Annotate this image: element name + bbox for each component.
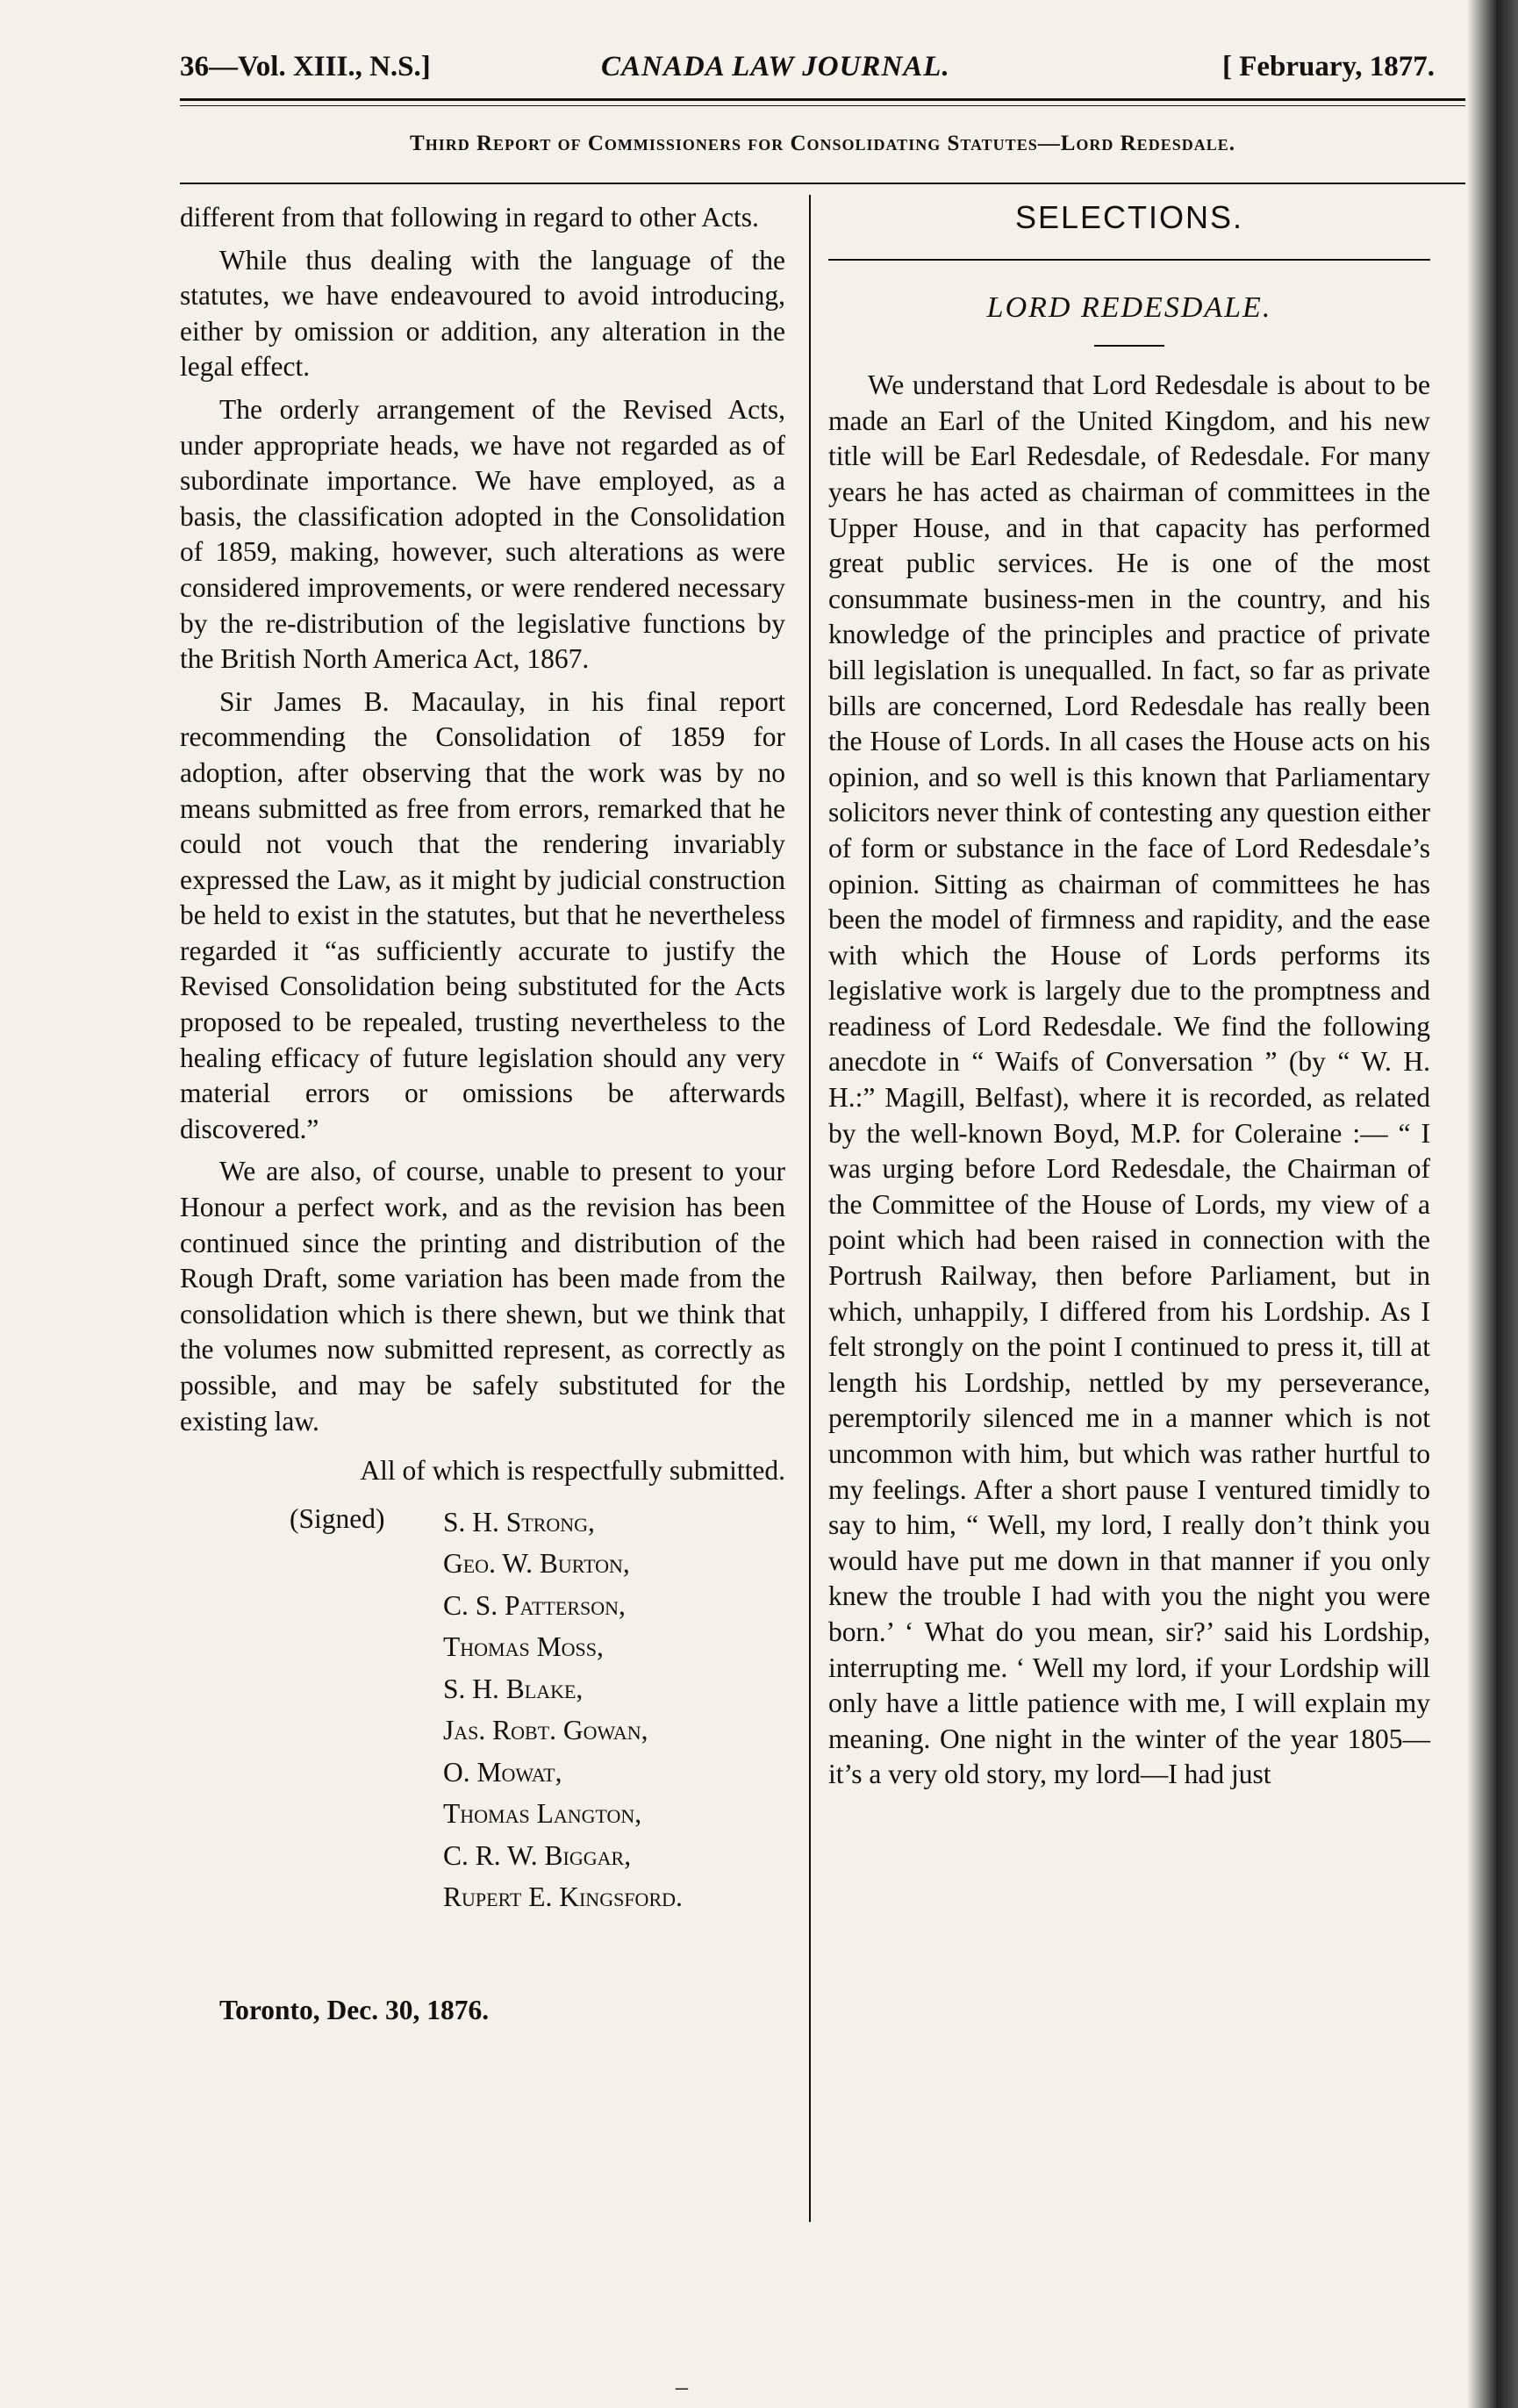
signatory: C. S. Patterson, xyxy=(443,1589,626,1621)
selections-rule xyxy=(828,259,1430,261)
signatory: Geo. W. Burton, xyxy=(443,1548,630,1580)
selections-heading: SELECTIONS. xyxy=(1014,199,1244,235)
left-paragraph: The orderly arrangement of the Revised Acts, under appropriate heads, we have not regarded as of subordinate importance. We have employed, as a basis, the classification adopted in the Consolidation of 1859, making, however, such alterations as were considered improvements, or were rendered necessary by the re-distribution of the legislative functions by the British North America Act, 1867. xyxy=(180,393,785,675)
signatory: O. Mowat, xyxy=(443,1756,562,1788)
journal-title: CANADA LAW JOURNAL. xyxy=(601,51,950,82)
left-paragraph: Sir James B. Macaulay, in his final report recommending the Consolidation of 1859 for adoption, after observing that the work was by no means submitted as free from errors, remarked that he could not vouch that the rendering invariably expressed the Law, as it might by judicial construction be held to exist in the statutes, but that he nevertheless regarded it “as sufficiently accurate to justify the Revised Consolidation being substituted for the Acts proposed to be repealed, trusting nevertheless to the healing efficacy of future legislation should any very material errors or omissions be afterwards discovered.” xyxy=(180,685,785,1144)
signatory: Jas. Robt. Gowan, xyxy=(443,1715,648,1746)
issue-date: [ February, 1877. xyxy=(1222,51,1435,82)
article-title: LORD REDESDALE. xyxy=(986,290,1272,324)
left-paragraph: different from that following in regard to other Acts. xyxy=(180,202,759,233)
header-rule-thin xyxy=(180,105,1465,106)
right-paragraph: We understand that Lord Redesdale is about to be made an Earl of the United Kingdom, and his new title will be Earl Redesdale, of Redesdale. For many years he has acted as chairman of committees in the Upper House, and in that capacity has performed great public services. He is one of the most consummate business-men in the country, and his knowledge of the principles and practice of private bill legislation is unequalled. In fact, so far as private bills are concerned, Lord Redesdale has really been the House of Lords. In all cases the House acts on his opinion, and so well is this known that Parliamentary solicitors never think of contesting any question either of form or substance in the face of Lord Redesdale’s opinion. Sitting as chairman of committees he has been the model of firmness and rapidity, and the ease with which the House of Lords performs its legislative work is largely due to the promptness and readiness of Lord Redesdale. We find the following anecdote in “ Waifs of Conversation ” (by “ W. H. H.:” Magill, Belfast), where it is recorded, as related by the well-known Boyd, M.P. for Coleraine :— “ I was urging before Lord Redesdale, the Chairman of the Committee of the House of Lords, my view of a point which had been raised in connection with the Portrush Railway, then before Parliament, but in which, unhappily, I differed from his Lordship. As I felt strongly on the point I continued to press it, till at length his Lordship, nettled by my perseverance, peremptorily silenced me in a manner which is not uncommon with him, but which was rather hurtful to my feelings. After a short pause I ventured timidly to say to him, “ Well, my lord, I really don’t think you would have put me down in that manner if you only knew the trouble I had with you the night you were born.’ ‘ What do you mean, sir?’ said his Lordship, interrupting me. ‘ Well my lord, if your Lordship will only have a little patience with me, I will explain my meaning. One night in the winter of the year 1805— it’s a very old story, my lord—I had just xyxy=(828,369,1430,1790)
signatory: S. H. Blake, xyxy=(443,1673,584,1704)
submitted-line: All of which is respectfully submitted. xyxy=(360,1455,785,1487)
signatory-list xyxy=(443,1501,683,1918)
signatory: Rupert E. Kingsford. xyxy=(443,1881,683,1913)
left-paragraph: We are also, of course, unable to present to your Honour a perfect work, and as the revision has been continued since the printing and distribution of the Rough Draft, some variation has been made from the consolidation which is there shewn, but we think that the volumes now submitted represent, as correctly as possible, and may be safely substituted for the existing law. xyxy=(180,1156,785,1437)
right-column xyxy=(828,200,1430,1800)
signatory: Thomas Moss, xyxy=(443,1631,604,1663)
section-subheader: Third Report of Commissioners for Consolidating Statutes—Lord Redesdale. xyxy=(410,132,1235,155)
signatory: S. H. Strong, xyxy=(443,1506,595,1537)
running-header xyxy=(180,51,1435,95)
left-paragraph: While thus dealing with the language of the statutes, we have endeavoured to avoid introducing, either by omission or addition, any alteration in the legal effect. xyxy=(180,244,785,383)
left-column xyxy=(180,200,785,2028)
column-divider xyxy=(809,195,811,2222)
header-rule-thick xyxy=(180,98,1465,101)
footer-mark: – xyxy=(676,2374,688,2401)
page-edge-shadow xyxy=(1467,0,1518,2408)
signatory: Thomas Langton, xyxy=(443,1798,642,1830)
subheader-rule xyxy=(180,183,1465,184)
page-number: 36—Vol. XIII., N.S.] xyxy=(180,51,431,82)
signatory: C. R. W. Biggar, xyxy=(443,1839,632,1871)
signed-label: (Signed) xyxy=(290,1502,385,1534)
article-title-rule xyxy=(1094,345,1164,347)
report-date: Toronto, Dec. 30, 1876. xyxy=(219,1994,490,2025)
signature-block xyxy=(180,1501,785,1967)
